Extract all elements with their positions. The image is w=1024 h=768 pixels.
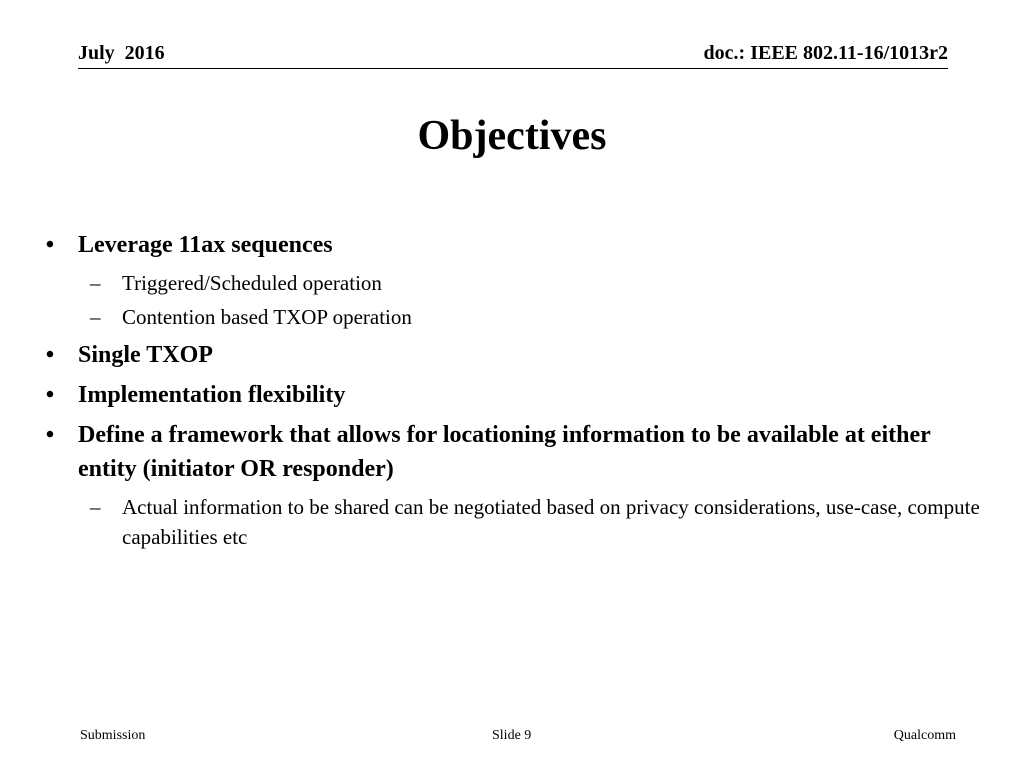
sub-bullet-item (40, 302, 990, 332)
sub-bullet-text: Contention based TXOP operation (122, 305, 412, 329)
bullet-text: Implementation flexibility (78, 382, 346, 408)
bullet-marker: • (45, 342, 55, 368)
bullet-marker: • (45, 382, 55, 408)
bullet-item (40, 338, 990, 372)
footer-company: Qualcomm (893, 728, 956, 743)
bullet-item (40, 418, 990, 486)
sub-bullet-text: Actual information to be shared can be negotiated based on privacy considerations, use-case, compute capabilities etc (122, 495, 980, 549)
bullet-text: Define a framework that allows for locationing information to be available at either entity (initiator OR responder) (78, 422, 931, 482)
bullet-text: Single TXOP (78, 342, 213, 368)
slide-footer (80, 728, 956, 748)
header-doc-id: doc.: IEEE 802.11-16/1013r2 (703, 42, 948, 64)
sub-bullet-marker: – (90, 271, 101, 295)
bullet-item (40, 228, 990, 262)
bullet-text: Leverage 11ax sequences (78, 232, 333, 258)
bullet-item (40, 378, 990, 412)
sub-bullet-marker: – (90, 495, 101, 519)
bullet-marker: • (45, 422, 55, 448)
bullet-marker: • (45, 232, 55, 258)
header-date: July 2016 (78, 42, 165, 64)
slide-title: Objectives (417, 113, 607, 159)
slide-content (40, 228, 990, 558)
sub-bullet-list (40, 268, 990, 332)
slide-header (78, 40, 948, 69)
sub-bullet-item (40, 268, 990, 298)
footer-submission: Submission (80, 728, 146, 743)
sub-bullet-text: Triggered/Scheduled operation (122, 271, 382, 295)
footer-slide-number: Slide 9 (492, 728, 532, 743)
sub-bullet-item (40, 492, 990, 552)
sub-bullet-list (40, 492, 990, 552)
sub-bullet-marker: – (90, 305, 101, 329)
